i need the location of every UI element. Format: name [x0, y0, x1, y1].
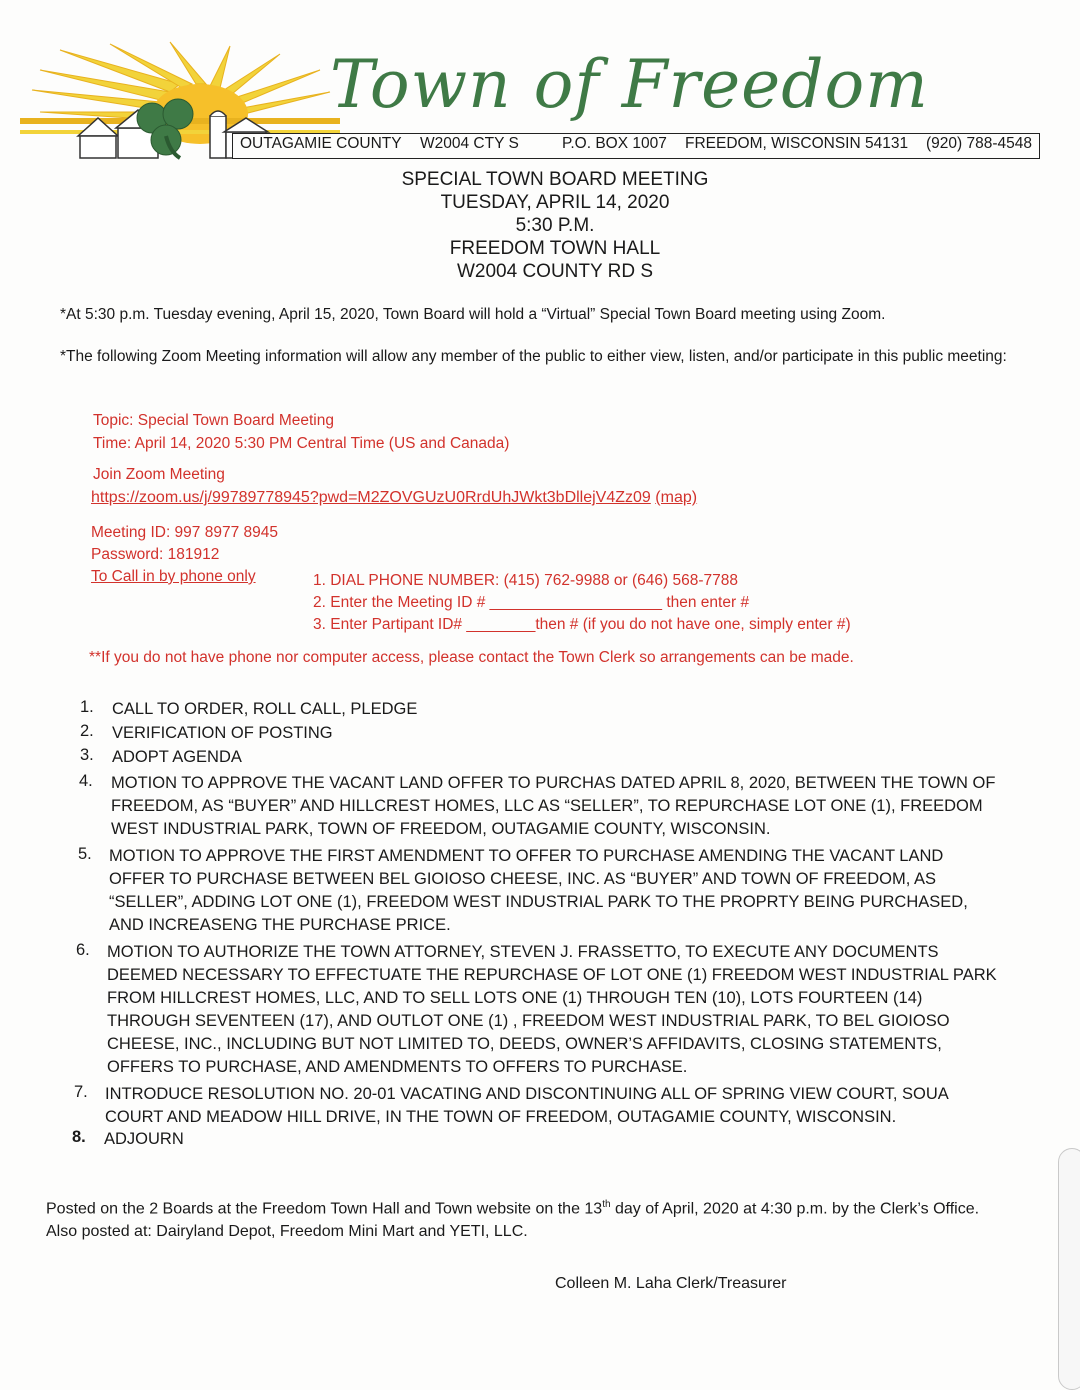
agenda-item-1: CALL TO ORDER, ROLL CALL, PLEDGE: [112, 700, 418, 718]
posting-statement-part-2: day of April, 2020 at 4:30 p.m. by the Clerk’s Office. Also posted at: Dairyland Depot, Freedom Mini Mart and YETI, LLC.: [46, 1200, 980, 1241]
intro-paragraph-1: *At 5:30 p.m. Tuesday evening, April 15, 2020, Town Board will hold a “Virtual” Special Town Board meeting using Zoom.: [60, 306, 886, 323]
city-text: FREEDOM, WISCONSIN 54131: [685, 135, 909, 152]
agenda-num-2: 2.: [80, 722, 94, 740]
phone-step-1: 1. DIAL PHONE NUMBER: (415) 762-9988 or (646) 568-7788: [313, 572, 739, 589]
posting-statement: [46, 1193, 986, 1243]
heading-line-2: TUESDAY, APRIL 14, 2020: [440, 192, 670, 213]
phone-text: (920) 788-4548: [926, 135, 1032, 152]
agenda-num-6: 6.: [76, 941, 90, 959]
zoom-join-label: Join Zoom Meeting: [93, 466, 225, 483]
po-box-text: P.O. BOX 1007: [562, 135, 667, 152]
clerk-signature: Colleen M. Laha Clerk/Treasurer: [555, 1275, 787, 1292]
posting-statement-part-1: Posted on the 2 Boards at the Freedom Town Hall and Town website on the 13: [46, 1200, 603, 1218]
heading-line-1: SPECIAL TOWN BOARD MEETING: [401, 169, 709, 190]
agenda-num-3: 3.: [80, 746, 94, 764]
agenda-item-8: ADJOURN: [104, 1130, 184, 1148]
agenda-num-1: 1.: [80, 698, 94, 716]
agenda-item-6: MOTION TO AUTHORIZE THE TOWN ATTORNEY, STEVEN J. FRASSETTO, TO EXECUTE ANY DOCUMENTS DEEMED NECESSARY TO EFFECTUATE THE REPURCHASE OF LOT ONE (1) FREEDOM WEST INDUSTRIAL PARK FROM HILLCREST HOMES, LLC, AND TO SELL LOTS ONE (1) THROUGH TEN (10), LOTS FOURTEEN (14) THROUGH SEVENTEEN (17), AND OUTLOT ONE (1) , FREEDOM WEST INDUSTRIAL PARK, TO BEL GIOIOSO CHEESE, INC., INCLUDING BUT NOT LIMITED TO, DEEDS, OWNER’S AFFIDAVITS, CLOSING STATEMENTS, OFFERS TO PURCHASE, AND AMENDMENTS TO OFFERS TO PURCHASE.: [107, 943, 997, 1076]
map-link[interactable]: (map): [655, 489, 698, 506]
county-text: OUTAGAMIE COUNTY: [240, 135, 402, 152]
agenda-item-2: VERIFICATION OF POSTING: [112, 724, 333, 742]
phone-step-2: 2. Enter the Meeting ID # ____________________ then enter #: [313, 594, 750, 611]
scroll-handle[interactable]: [1058, 1148, 1080, 1390]
zoom-link-row: [91, 489, 697, 507]
zoom-meeting-link[interactable]: https://zoom.us/j/99789778945?pwd=M2ZOVGUzU0RrdUhJWkt3bDllejV4Zz09: [91, 489, 651, 506]
zoom-topic: Topic: Special Town Board Meeting: [93, 412, 334, 429]
agenda-num-4: 4.: [79, 772, 93, 790]
intro-paragraph-2: *The following Zoom Meeting information will allow any member of the public to either view, listen, and/or participate in this public meeting:: [60, 348, 1007, 365]
agenda-num-5: 5.: [78, 845, 92, 863]
agenda-num-7: 7.: [74, 1083, 88, 1101]
zoom-meeting-id: Meeting ID: 997 8977 8945: [91, 524, 278, 541]
agenda-item-3: ADOPT AGENDA: [112, 748, 242, 766]
phone-step-3: 3. Enter Partipant ID# ________then # (if you do not have one, simply enter #): [313, 616, 851, 633]
heading-line-4: FREEDOM TOWN HALL: [449, 238, 661, 259]
agenda-item-5: MOTION TO APPROVE THE FIRST AMENDMENT TO OFFER TO PURCHASE AMENDING THE VACANT LAND OFFER TO PURCHASE BETWEEN BEL GIOIOSO CHEESE, INC. AS “BUYER” AND TOWN OF FREEDOM, AS “SELLER”, ADDING LOT ONE (1), FREEDOM WEST INDUSTRIAL PARK TO THE PROPRTY BEING PURCHASED, AND INCREASENG THE PURCHASE PRICE.: [109, 847, 968, 934]
zoom-password: Password: 181912: [91, 546, 220, 563]
town-title: Town of Freedom: [330, 46, 929, 123]
street-text: W2004 CTY S: [420, 135, 519, 152]
agenda-item-4: MOTION TO APPROVE THE VACANT LAND OFFER TO PURCHAS DATED APRIL 8, 2020, BETWEEN THE TOWN OF FREEDOM, AS “BUYER” AND HILLCREST HOMES, LLC AS “SELLER”, TO REPURCHASE LOT ONE (1), FREEDOM WEST INDUSTRIAL PARK, TOWN OF FREEDOM, OUTAGAMIE COUNTY, WISCONSIN.: [111, 774, 996, 838]
heading-line-3: 5:30 P.M.: [515, 215, 595, 236]
zoom-time: Time: April 14, 2020 5:30 PM Central Time (US and Canada): [93, 435, 510, 452]
agenda-item-7: INTRODUCE RESOLUTION NO. 20-01 VACATING AND DISCONTINUING ALL OF SPRING VIEW COURT, SOUA COURT AND MEADOW HILL DRIVE, IN THE TOWN OF FREEDOM, OUTAGAMIE COUNTY, WISCONSIN.: [105, 1085, 948, 1126]
posting-statement-sup: th: [602, 1199, 611, 1210]
heading-line-5: W2004 COUNTY RD S: [456, 261, 654, 282]
call-by-phone-label: To Call in by phone only: [91, 568, 256, 585]
agenda-num-8: 8.: [72, 1128, 86, 1146]
zoom-access-note: **If you do not have phone nor computer access, please contact the Town Clerk so arrangements can be made.: [89, 649, 854, 666]
